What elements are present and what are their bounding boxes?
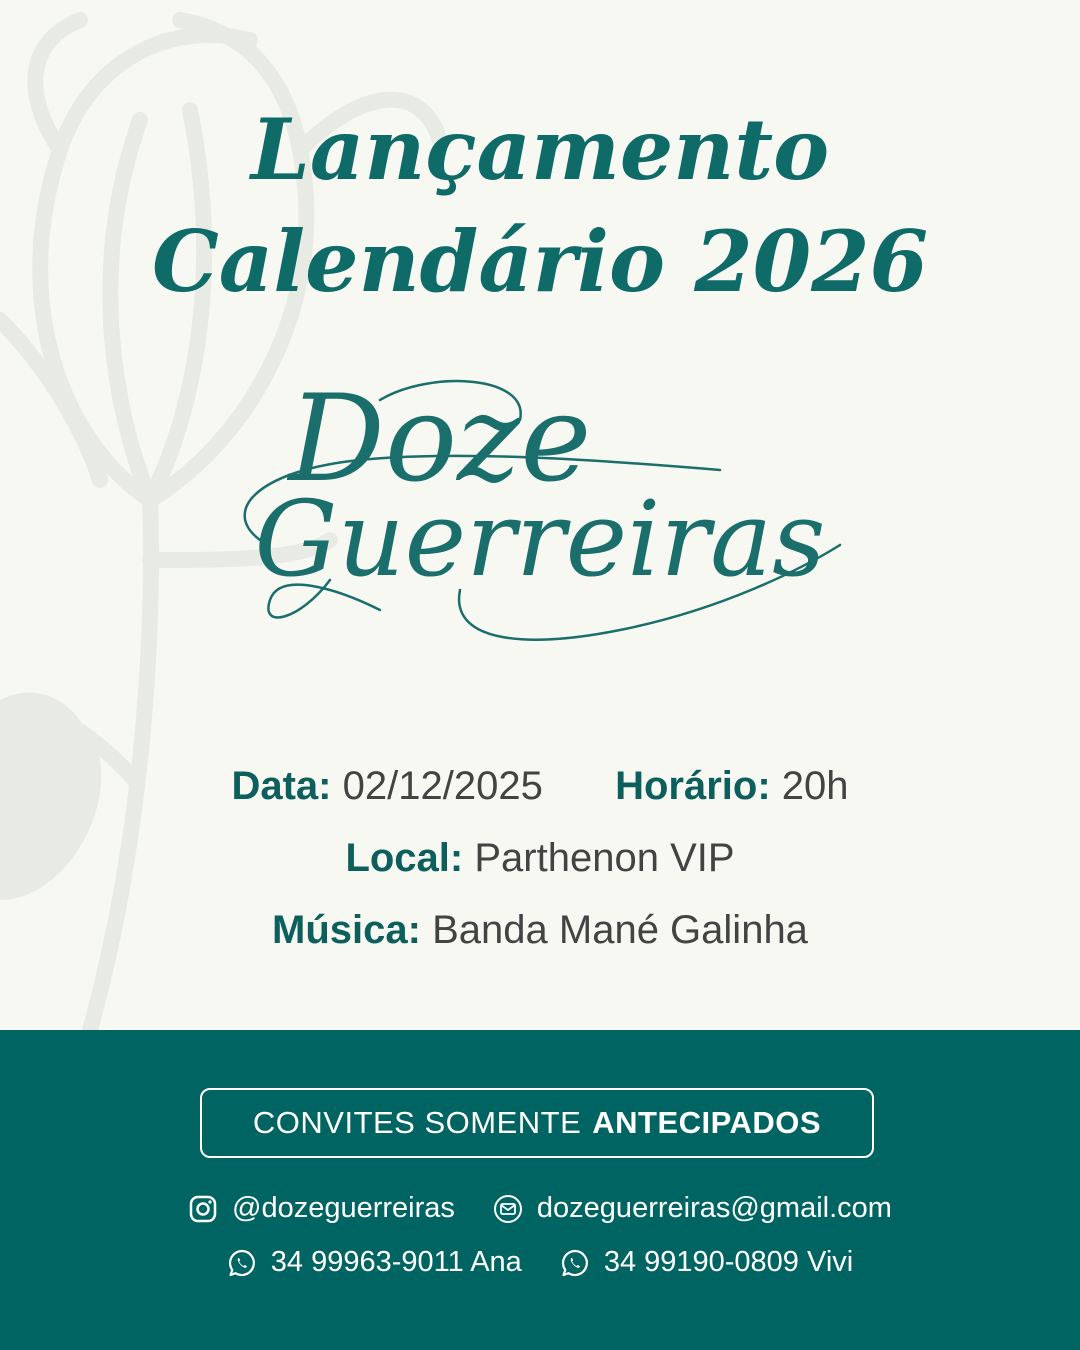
music-value: Banda Mané Galinha (432, 908, 808, 952)
title-line-2: Calendário 2026 (151, 212, 929, 311)
badge-regular-text: CONVITES SOMENTE (252, 1105, 582, 1140)
place-value: Parthenon VIP (474, 836, 735, 880)
date-value: 02/12/2025 (342, 764, 543, 808)
footer (0, 1030, 1080, 1350)
info-music (0, 908, 1080, 953)
whatsapp-icon (560, 1248, 590, 1278)
info-place (0, 836, 1080, 881)
music-label: Música: (272, 908, 421, 952)
contact-row-social (0, 1192, 1080, 1225)
place-label: Local: (345, 836, 464, 880)
email-address: dozeguerreiras@gmail.com (536, 1192, 892, 1224)
instagram-contact[interactable] (188, 1192, 455, 1225)
time-value: 20h (781, 764, 849, 808)
whatsapp-contact-ana[interactable] (227, 1246, 522, 1279)
badge-bold-text: ANTECIPADOS (592, 1105, 822, 1140)
date-label: Data: (231, 764, 332, 808)
instagram-icon (188, 1194, 218, 1224)
invites-badge (200, 1088, 874, 1158)
whatsapp-icon (227, 1248, 257, 1278)
logo-word-guerreiras: Guerreiras (254, 478, 826, 600)
phone-ana: 34 99963-9011 Ana (270, 1246, 522, 1278)
whatsapp-contact-vivi[interactable] (560, 1246, 853, 1279)
contact-row-phones (0, 1246, 1080, 1279)
logo-word-doze: Doze (288, 370, 592, 509)
phone-vivi: 34 99190-0809 Vivi (603, 1246, 854, 1278)
email-icon (493, 1194, 523, 1224)
instagram-handle: @dozeguerreiras (232, 1192, 455, 1224)
doze-guerreiras-logo (200, 360, 880, 660)
time-label: Horário: (615, 764, 771, 808)
title-line-1: Lançamento (250, 100, 830, 199)
email-contact[interactable] (493, 1192, 892, 1225)
info-date-time (0, 764, 1080, 809)
